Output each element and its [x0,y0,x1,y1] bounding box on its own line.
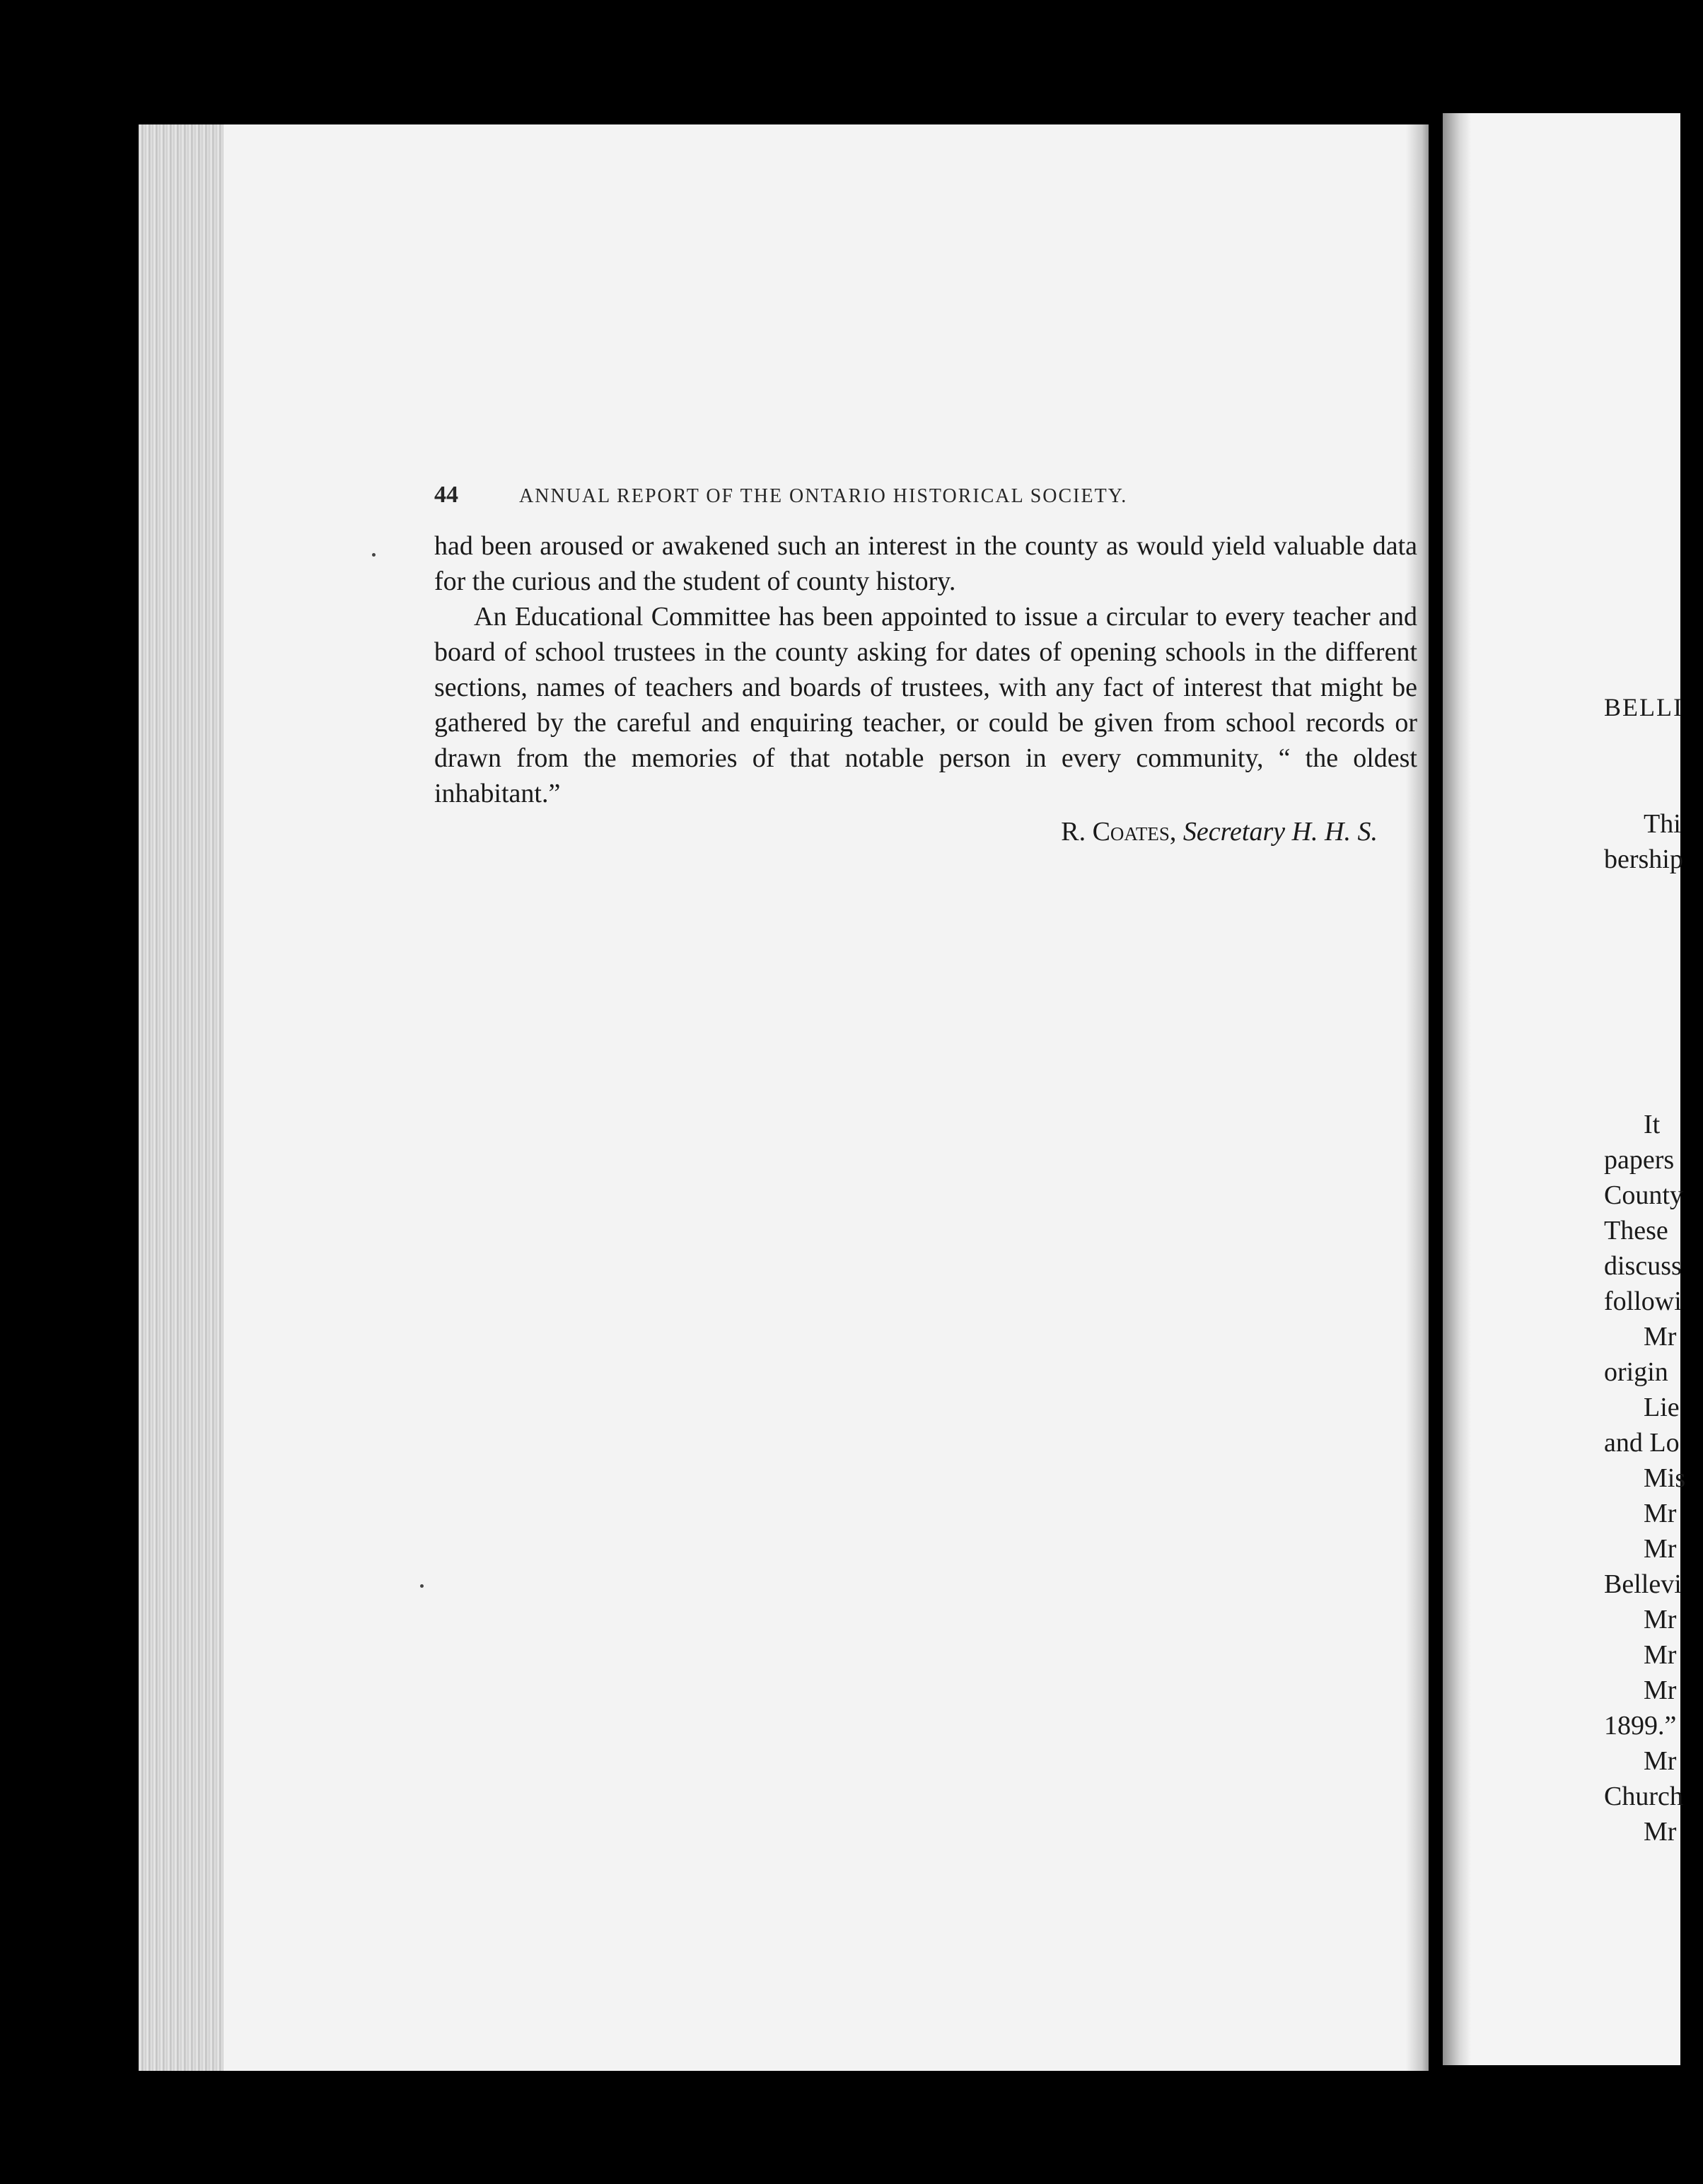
signature [434,814,1417,849]
right-line: Mr [1644,1499,1677,1528]
right-line: bership [1604,844,1683,874]
right-line: Mr [1644,1640,1677,1670]
right-line: discuss [1604,1251,1682,1281]
right-line: Mis [1644,1463,1686,1493]
right-line: 1899.” [1604,1711,1677,1741]
right-line: followi [1604,1286,1682,1316]
page-edges [139,124,223,2071]
paragraph-2: An Educational Committee has been appointed to issue a circular to every teacher and board of school trustees in the county asking for dates of opening schools in the different sections, names of teachers and boards of trustees, with any fact of interest that might be gathered by the careful and enquiring teacher, or could be given from school records or drawn from the memories of that notable person in every community, “ the oldest inhabitant.” [434,602,1417,808]
left-page [139,124,1429,2071]
right-line: Mr [1644,1817,1677,1847]
right-line: Mr [1644,1605,1677,1634]
page-gutter [1406,124,1429,2071]
right-line: County [1604,1180,1683,1210]
scan-speck [420,1584,424,1588]
right-line: BELLI [1604,693,1683,721]
signature-name: R. Coates, [1061,817,1177,847]
right-line: and Lo [1604,1428,1680,1458]
paragraph-1: had been aroused or awakened such an interest in the county as would yield valuable data for the curious and the student of county history. [434,531,1417,596]
right-line: These [1604,1216,1668,1245]
running-head [434,482,1417,509]
right-line: Mr [1644,1746,1677,1776]
signature-title: Secretary H. H. S. [1182,817,1378,847]
right-line: Mr [1644,1534,1677,1564]
right-line: origin [1604,1357,1668,1387]
right-page-gutter [1443,113,1471,2065]
right-line: papers [1604,1145,1675,1175]
running-head-title: ANNUAL REPORT OF THE ONTARIO HISTORICAL SOCIETY. [519,485,1128,507]
right-line: Church [1604,1782,1683,1811]
text-block [434,482,1417,849]
right-line: Mr [1644,1322,1677,1352]
page-number: 44 [434,482,458,508]
right-line: Lie [1644,1393,1680,1422]
right-line: Bellevi [1604,1569,1682,1599]
right-line: Mr [1644,1675,1677,1705]
right-page [1443,113,1686,2065]
right-line: It [1644,1110,1661,1139]
right-line: Thi [1644,809,1681,839]
scan-speck [372,553,376,557]
